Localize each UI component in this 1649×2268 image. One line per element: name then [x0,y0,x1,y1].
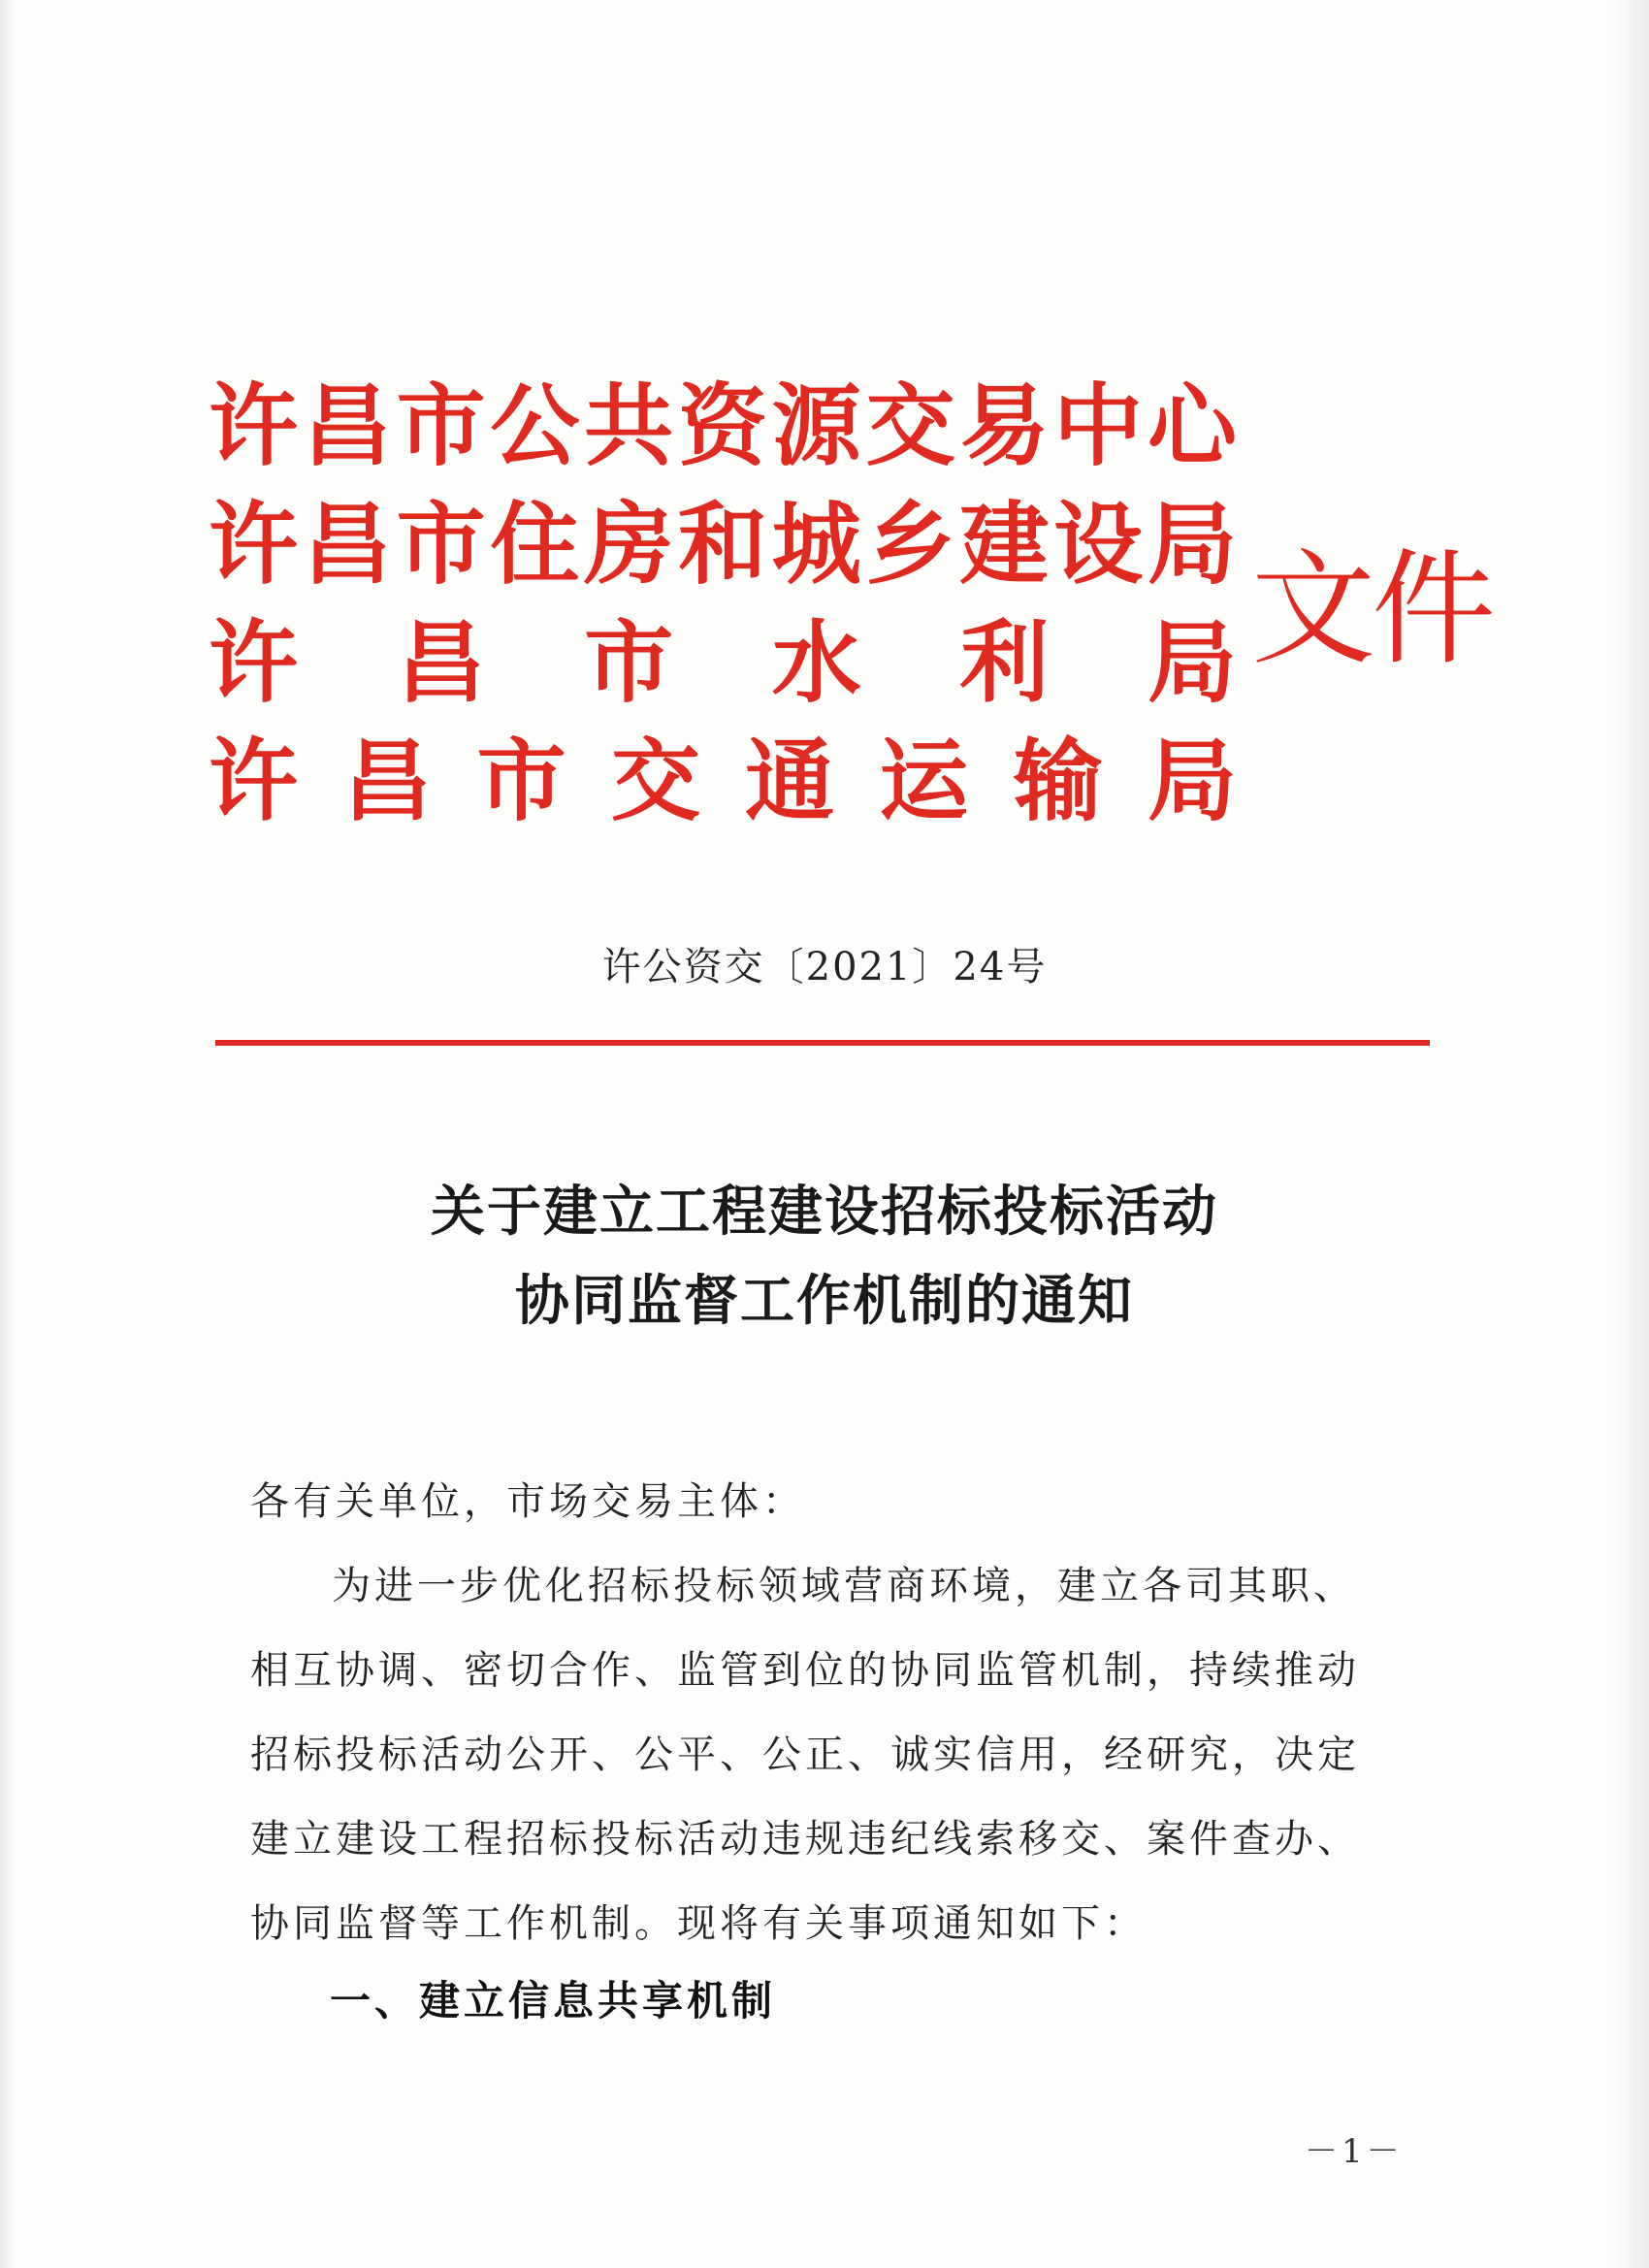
issuer-char: 建 [959,492,1050,597]
issuer-char: 昌 [342,729,433,833]
issuer-char: 局 [1147,492,1237,597]
issuer-char: 和 [677,492,767,597]
issuer-char: 昌 [302,492,392,597]
issuer-char: 心 [1147,373,1237,478]
issuer-char: 许 [209,492,299,597]
issuer-char: 局 [1147,610,1237,715]
issuer-char: 许 [209,729,299,833]
issuer-char: 利 [959,610,1050,715]
document-number: 许公资交〔2021〕24号 [601,945,1048,989]
issuer-char: 许 [209,373,299,478]
issuer-char: 房 [584,492,674,597]
issuer-char: 昌 [302,373,392,478]
issuer-char: 设 [1053,492,1144,597]
issuer-char: 城 [771,492,861,597]
title-line-1: 关于建立工程建设招标投标活动 [431,1180,1218,1244]
red-divider-line [215,1040,1430,1046]
issuer-char: 市 [476,729,566,833]
section-heading: 一、建立信息共享机制 [330,1977,777,2025]
document-label: 文件 [1251,537,1493,682]
issuer-char: 共 [584,373,674,478]
issuer-char: 乡 [865,492,955,597]
title-line-2: 协同监督工作机制的通知 [515,1269,1134,1333]
issuer-char: 易 [959,373,1050,478]
issuer-char: 水 [771,610,861,715]
body-text [250,1460,1366,1966]
issuer-char: 交 [865,373,955,478]
issuer-char: 许 [209,610,299,715]
body-paragraph: 为进一步优化招标投标领域营商环境，建立各司其职、相互协调、密切合作、监管到位的协同监管机制，持续推动招标投标活动公开、公平、公正、诚实信用，经研究，决定建立建设工程招标投标活动违规违纪线索移交、案件查办、协同监督等工作机制。现将有关事项通知如下： [250,1564,1360,1946]
issuer-char: 资 [677,373,767,478]
issuer-char: 公 [490,373,580,478]
issuer-char: 市 [584,610,674,715]
issuer-char: 局 [1147,729,1237,833]
issuer-line [209,603,1237,722]
issuer-char: 中 [1053,373,1144,478]
issuer-char: 交 [610,729,700,833]
issuer-line [209,722,1237,840]
issuer-char: 住 [490,492,580,597]
page-number: －1－ [1305,2132,1404,2171]
issuer-line [209,485,1237,603]
issuer-char: 通 [745,729,835,833]
issuer-line [209,367,1237,485]
salutation: 各有关单位，市场交易主体： [250,1479,805,1524]
issuer-char: 市 [396,492,486,597]
issuer-char: 运 [879,729,969,833]
issuer-char: 昌 [396,610,486,715]
issuer-char: 源 [771,373,861,478]
issuer-char: 输 [1013,729,1103,833]
issuer-char: 市 [396,373,486,478]
issuer-block [209,367,1237,840]
